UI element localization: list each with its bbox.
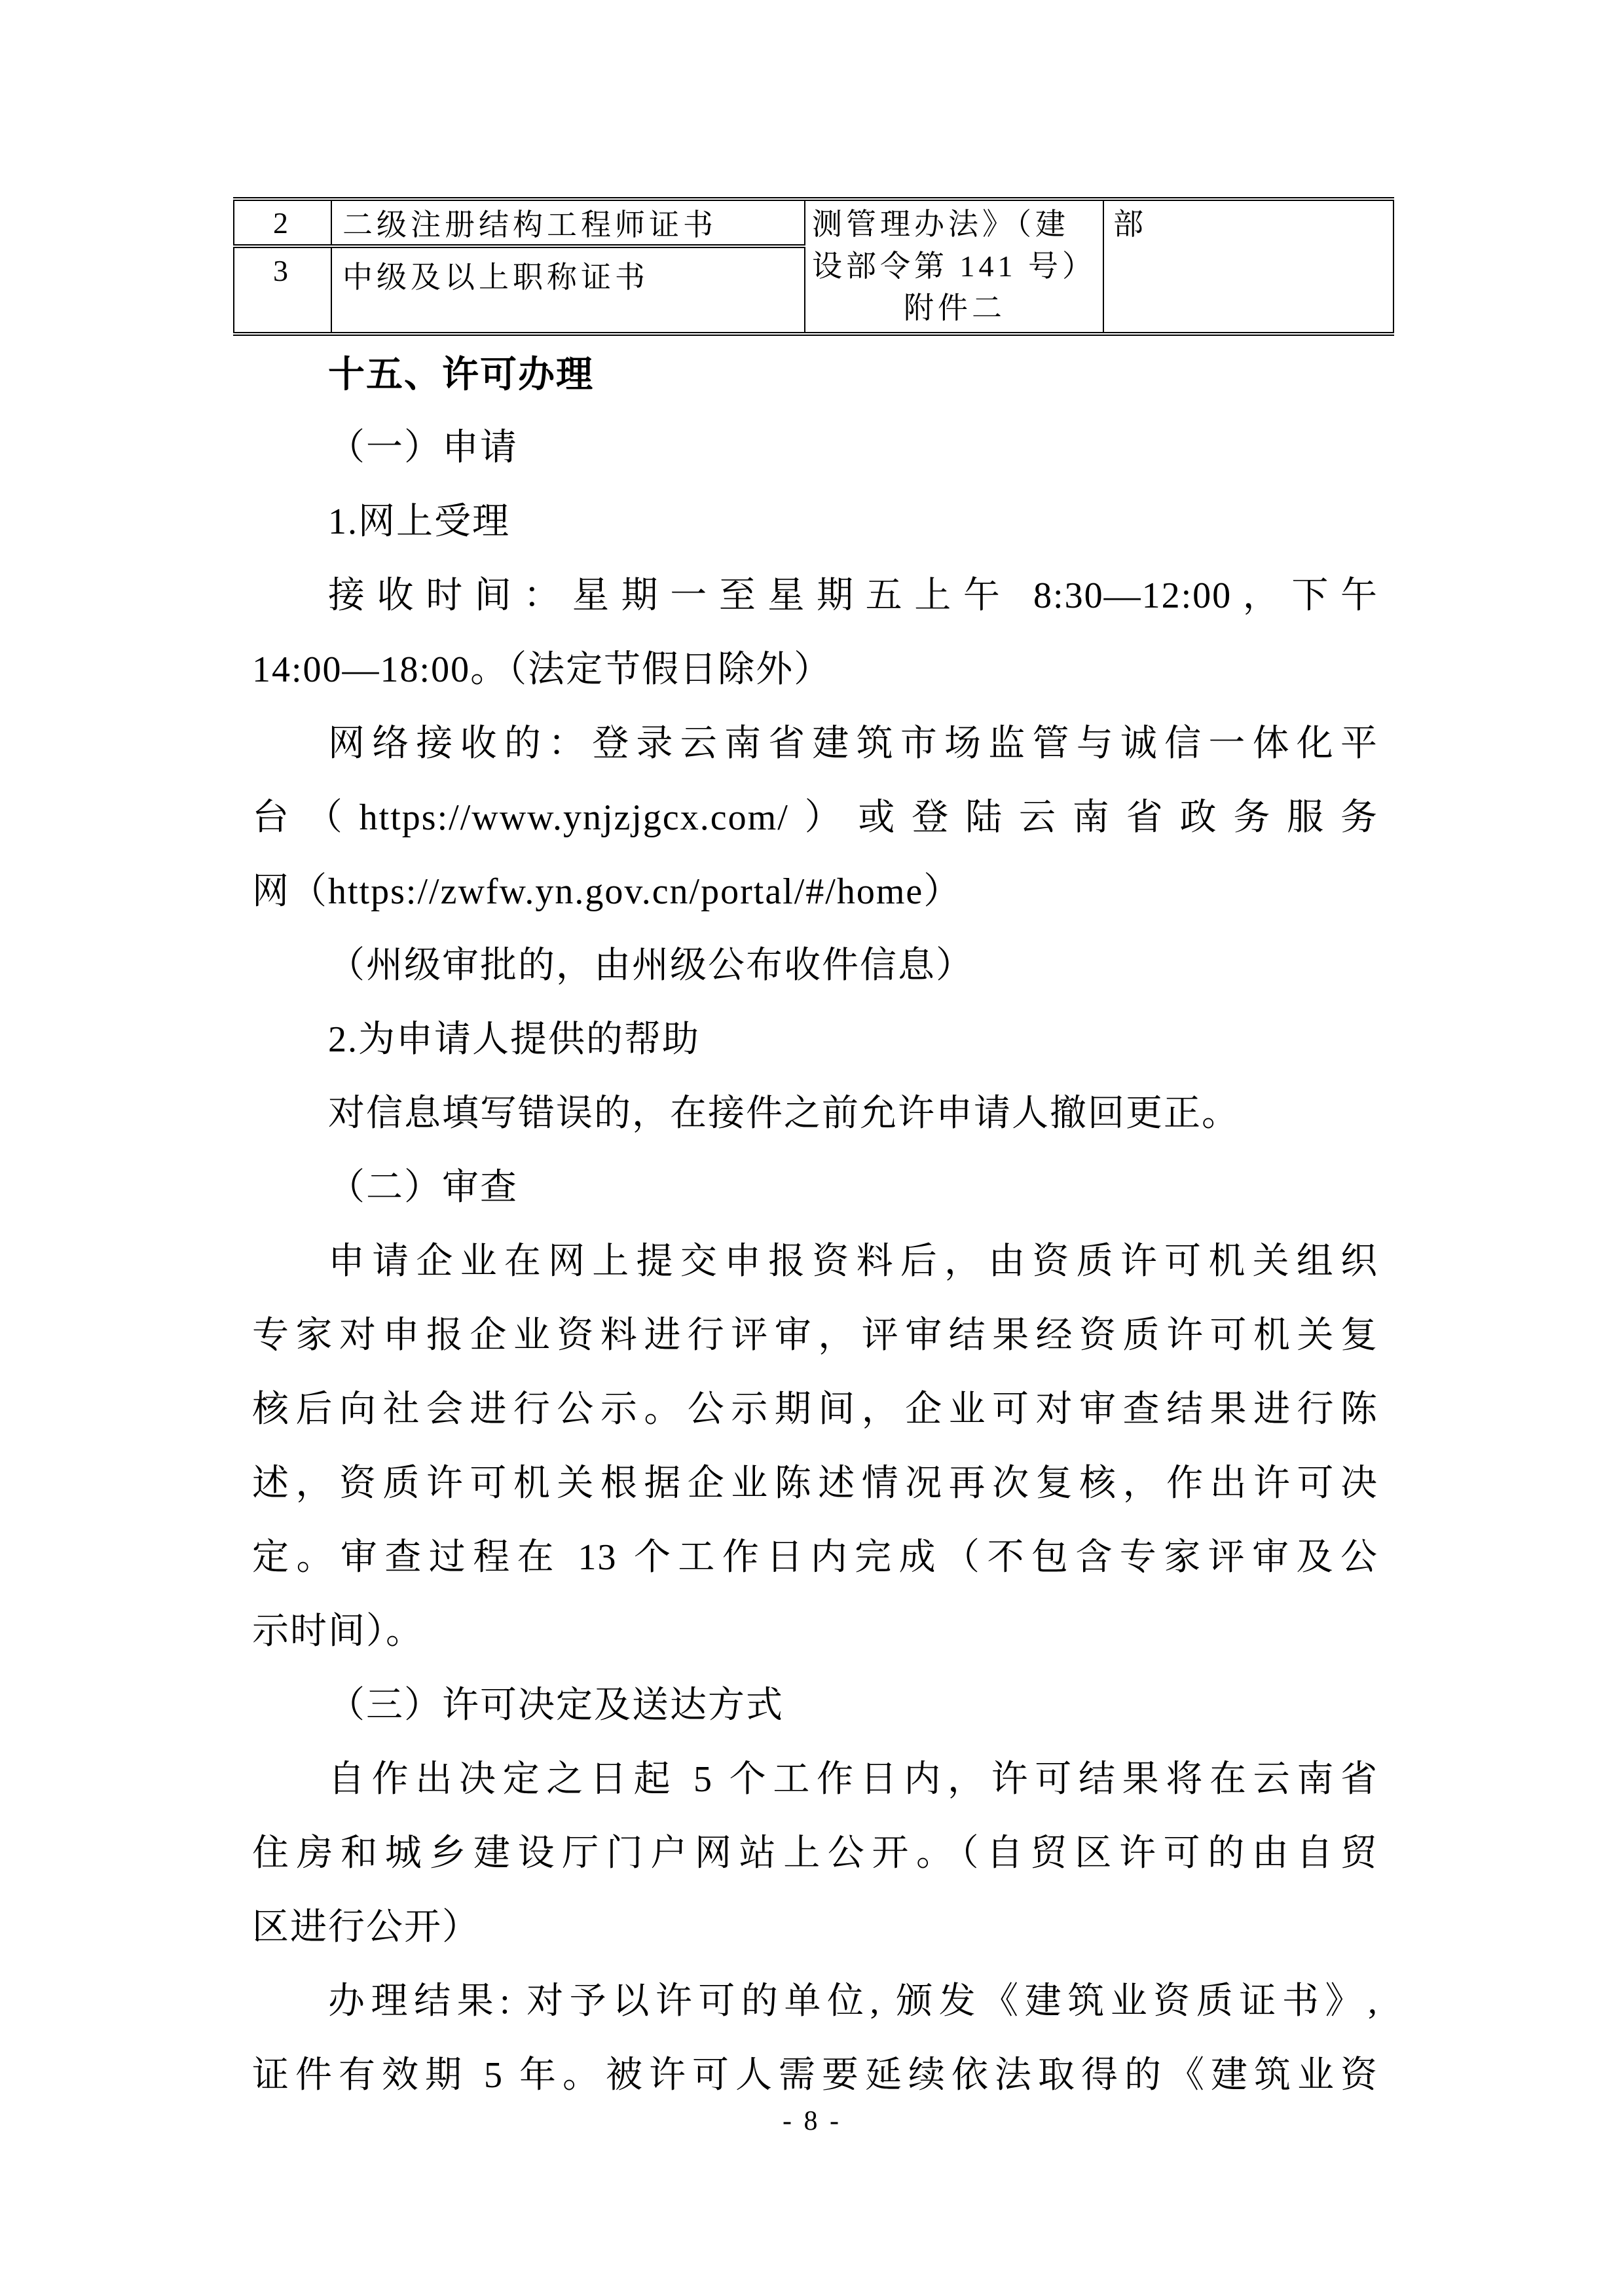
legal-basis-line: 测管理办法》（建 (812, 208, 1069, 241)
content-lines (252, 337, 1378, 2113)
text-line: （一）申请 (328, 428, 518, 468)
text-line: 办理结果: 对予以许可的单位, 颁发《建筑业资质证书》, (328, 1981, 1378, 2022)
legal-basis-line: 附件二 (904, 291, 1006, 325)
text-line: 对信息填写错误的，在接件之前允许申请人撤回更正。 (328, 1093, 1240, 1134)
text-line: 台（https://www.ynjzjgcx.com/）或登陆云南省政务服务 (252, 797, 1378, 838)
text-line: 述，资质许可机关根据企业陈述情况再次复核，作出许可决 (252, 1463, 1378, 1504)
text-line: 定。审查过程在 13 个工作日内完成（不包含专家评审及公 (252, 1537, 1378, 1578)
certificates-table (233, 197, 1394, 336)
legal-basis-cell (805, 199, 1103, 334)
text-line: 示时间）。 (252, 1611, 424, 1652)
text-line: 十五、许可办理 (328, 354, 594, 395)
text-line: 申请企业在网上提交申报资料后，由资质许可机关组织 (328, 1241, 1378, 1282)
text-line: 网络接收的：登录云南省建筑市场监管与诚信一体化平 (328, 723, 1378, 764)
table-row (234, 199, 1393, 246)
text-line: 14:00—18:00。（法定节假日除外） (252, 649, 832, 690)
text-line: （三）许可决定及送达方式 (328, 1685, 784, 1726)
text-line: 接收时间：星期一至星期五上午 8:30—12:00，下午 (328, 575, 1378, 616)
text-line: （二）审查 (328, 1167, 518, 1208)
text-line: 区进行公开） (252, 1907, 480, 1948)
text-line: 自作出决定之日起 5 个工作日内，许可结果将在云南省 (328, 1759, 1378, 1800)
text-line: 证件有效期 5 年。被许可人需要延续依法取得的《建筑业资 (252, 2055, 1378, 2096)
row-number-cell: 2 (234, 199, 331, 246)
text-line: 2.为申请人提供的帮助 (328, 1019, 700, 1060)
text-line: 住房和城乡建设厅门户网站上公开。（自贸区许可的由自贸 (252, 1833, 1378, 1874)
row-number-cell: 3 (234, 246, 331, 334)
page-number: - 8 - (783, 2106, 841, 2136)
legal-basis-line: 设部令第 141 号） (812, 249, 1096, 283)
certificate-name-cell: 二级注册结构工程师证书 (331, 199, 805, 246)
text-line: 专家对申报企业资料进行评审，评审结果经资质许可机关复 (252, 1315, 1378, 1356)
text-line: 核后向社会进行公示。公示期间，企业可对审查结果进行陈 (252, 1389, 1378, 1430)
text-line: 网（https://zwfw.yn.gov.cn/portal/#/home） (252, 871, 962, 912)
text-line: （州级审批的，由州级公布收件信息） (328, 945, 974, 986)
certificate-name-cell: 中级及以上职称证书 (331, 246, 805, 334)
text-line: 1.网上受理 (328, 501, 510, 542)
authority-cell: 部 (1103, 199, 1393, 334)
